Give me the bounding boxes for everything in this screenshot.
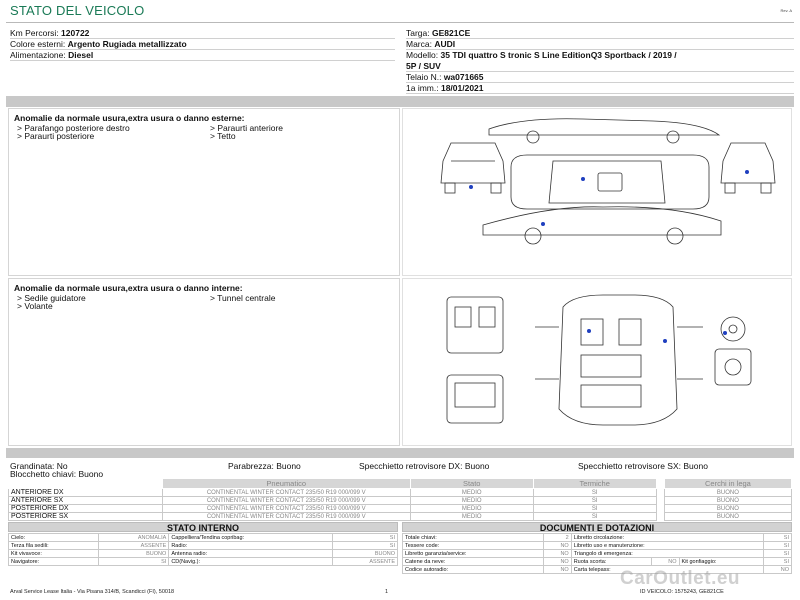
header-divider — [6, 22, 794, 23]
tyre-header: Termiche — [533, 479, 656, 489]
fuel-row: Alimentazione: Diesel — [10, 50, 395, 61]
damage-item: > Tetto — [210, 131, 236, 141]
plate-value: GE821CE — [432, 28, 471, 38]
table-row: Totale chiavi: 2 Libretto circolazione: SI — [403, 534, 792, 542]
revision-label: Rev. A — [780, 8, 792, 13]
tyre-header: Stato — [410, 479, 533, 489]
table-row: Catene da neve: NO Ruota scorta: NO Kit gonfiaggio: SI — [403, 558, 792, 566]
table-row: ANTERIORE DX CONTINENTAL WINTER CONTACT 235/50 R19 000/099 V MEDIO SI BUONO — [9, 489, 792, 497]
damage-marker — [745, 170, 749, 174]
tyre-table-header — [9, 479, 792, 489]
vin-value: wa071665 — [443, 72, 484, 82]
damage-item: > Tunnel centrale — [210, 293, 276, 303]
damage-marker — [723, 331, 727, 335]
interior-car-diagram — [403, 279, 791, 445]
plate-row: Targa: GE821CE — [406, 28, 794, 39]
interior-diagram — [402, 278, 792, 446]
vehicle-info-left — [10, 28, 395, 61]
tyre-header: Pneumatico — [162, 479, 410, 489]
table-row: ANTERIORE SX CONTINENTAL WINTER CONTACT 235/50 R19 000/099 V MEDIO SI BUONO — [9, 497, 792, 505]
exterior-car-diagram — [403, 109, 791, 275]
model-value: 35 TDI quattro S tronic S Line EditionQ3 Sportback / 2019 / — [440, 50, 677, 60]
footer-vehicle-id: ID VEICOLO: 1575243, GE821CE — [640, 589, 724, 595]
damage-item: > Paraurti posteriore — [17, 131, 95, 141]
windshield-status: Parabrezza: Buono — [228, 461, 301, 471]
mirror-dx-status: Specchietto retrovisore DX: Buono — [359, 461, 490, 471]
car-side-bottom — [483, 207, 721, 244]
damage-marker — [581, 177, 585, 181]
car-rear-view — [721, 143, 775, 193]
watermark-logo: CarOutlet.eu — [620, 568, 741, 589]
exterior-damage-title: Anomalie da normale usura,extra usura o danno esterne: — [14, 113, 245, 123]
exterior-damage-panel — [8, 108, 400, 276]
model-row: Modello: 35 TDI quattro S tronic S Line EditionQ3 Sportback / 2019 / — [406, 50, 677, 60]
tyre-table — [8, 478, 792, 521]
table-row: Codice autoradio: NO Carta telepass: NO — [403, 566, 792, 574]
damage-marker — [469, 185, 473, 189]
interior-state-table — [8, 533, 398, 566]
damage-marker — [541, 222, 545, 226]
table-row: Cielo: ANOMALIA Cappelliera/Tendina copribag: SI — [9, 534, 398, 542]
mirror-sx-status: Specchietto retrovisore SX: Buono — [578, 461, 708, 471]
table-row: Terza fila sedili: ASSENTE Radio: SI — [9, 542, 398, 550]
section-band — [6, 96, 794, 107]
table-row: Tessere code: NO Libretto uso e manutenzione: SI — [403, 542, 792, 550]
table-row: Kit vivavoce: BUONO Antenna radio: BUONO — [9, 550, 398, 558]
table-row: POSTERIORE DX CONTINENTAL WINTER CONTACT 235/50 R19 000/099 V MEDIO SI BUONO — [9, 505, 792, 513]
table-row: POSTERIORE SX CONTINENTAL WINTER CONTACT 235/50 R19 000/099 V MEDIO SI BUONO — [9, 513, 792, 521]
hail-status: Grandinata: No — [10, 461, 68, 471]
km-value: 120722 — [61, 28, 90, 38]
car-side-top — [489, 119, 719, 143]
damage-item: > Sedile guidatore — [17, 293, 86, 303]
fuel-value: Diesel — [68, 50, 94, 60]
damage-item: > Parafango posteriore destro — [17, 123, 130, 133]
interior-state-title: STATO INTERNO — [8, 522, 398, 532]
table-row: Navigatore: SI CD(Navig.): ASSENTE — [9, 558, 398, 566]
footer-page-number: 1 — [385, 589, 389, 595]
section-band — [6, 448, 794, 458]
damage-item: > Paraurti anteriore — [210, 123, 283, 133]
footer-company: Arval Service Lease Italia - Via Pisana 314/B, Scandicci (FI), 50018 — [10, 589, 175, 595]
vin-row: Telaio N.: wa071665 — [406, 72, 794, 83]
color-value: Argento Rugiada metallizzato — [67, 39, 187, 49]
registration-row: 1a imm.: 18/01/2021 — [406, 83, 794, 94]
documents-title: DOCUMENTI E DOTAZIONI — [402, 522, 792, 532]
brand-value: AUDI — [434, 39, 456, 49]
damage-marker — [663, 339, 667, 343]
tyre-header: Cerchi in lega — [664, 479, 791, 489]
car-front-view — [441, 143, 505, 193]
interior-damage-title: Anomalie da normale usura,extra usura o danno interne: — [14, 283, 243, 293]
table-row: Libretto garanzia/service: NO Triangolo di emergenza: SI — [403, 550, 792, 558]
damage-marker — [587, 329, 591, 333]
brand-row: Marca: AUDI — [406, 39, 794, 50]
model-row-2: 5P / SUV — [406, 61, 794, 72]
damage-item: > Volante — [17, 301, 53, 311]
key-block-status: Blocchetto chiavi: Buono — [10, 469, 104, 479]
interior-seat-views — [447, 295, 751, 425]
km-row: Km Percorsi: 120722 — [10, 28, 395, 39]
exterior-diagram — [402, 108, 792, 276]
page-title: STATO DEL VEICOLO — [10, 3, 145, 18]
vehicle-info-right — [406, 28, 794, 94]
interior-damage-panel — [8, 278, 400, 446]
registration-value: 18/01/2021 — [440, 83, 484, 93]
color-row: Colore esterni: Argento Rugiada metallizzato — [10, 39, 395, 50]
car-top-view — [511, 155, 709, 209]
